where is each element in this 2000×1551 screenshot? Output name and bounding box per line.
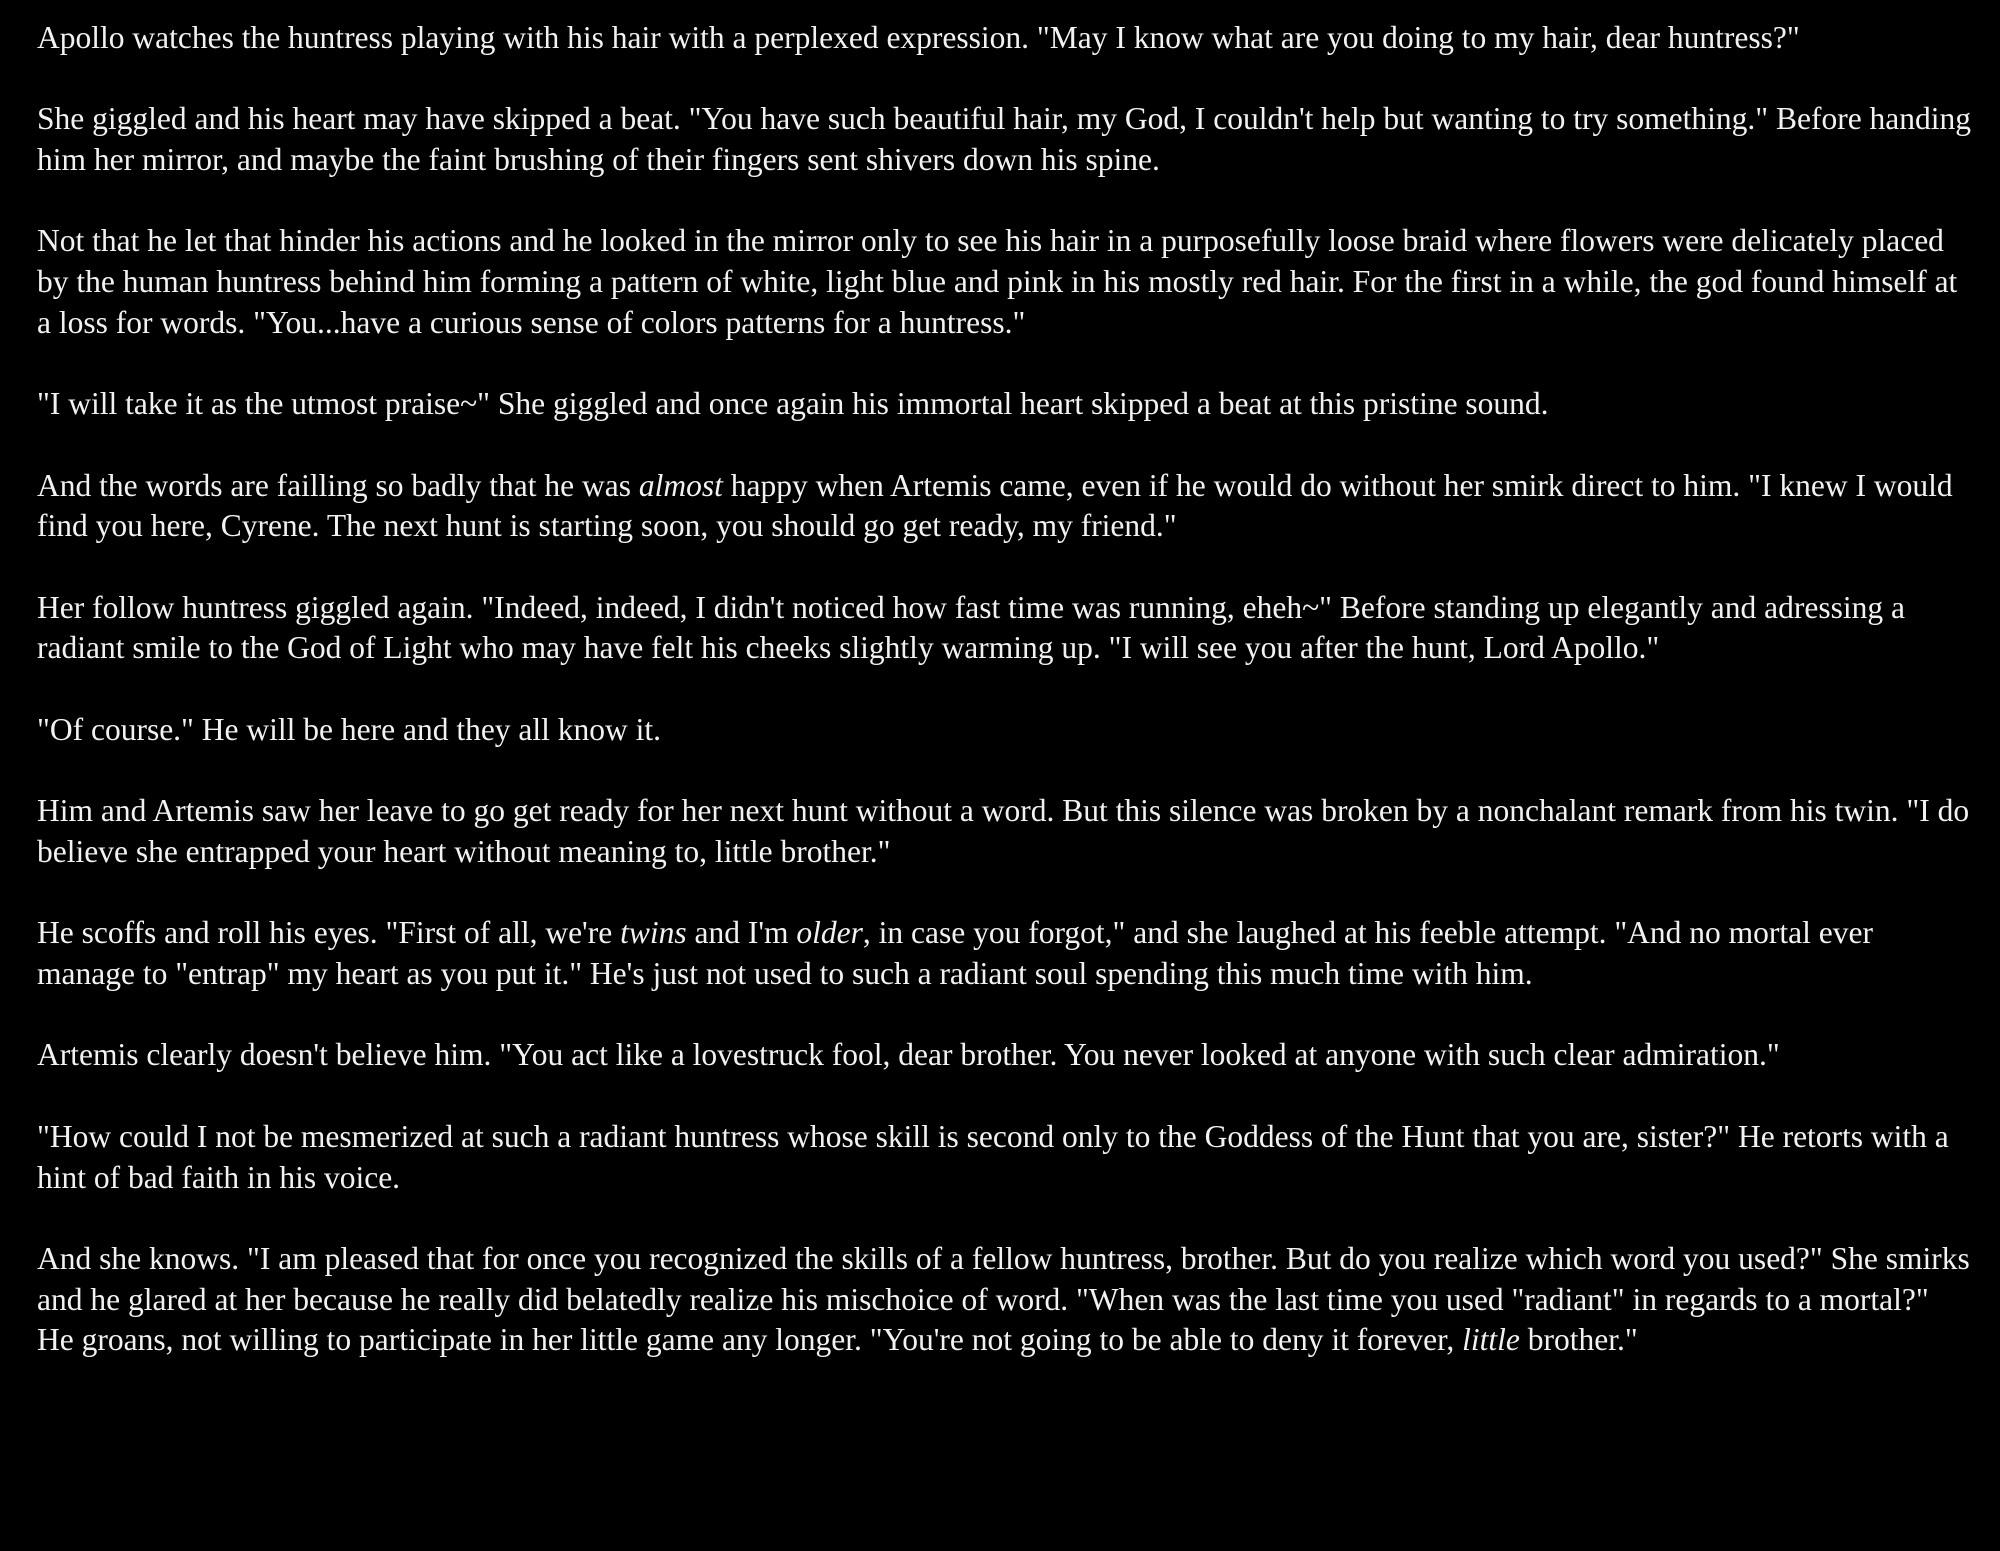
paragraph-text: She giggled and his heart may have skipped a beat. "You have such beautiful hair, my God, I couldn't help but wanting to try something." Before handing him her mirror, and maybe the faint brushing of their fingers sent shivers down his spine. (37, 101, 1972, 178)
paragraph-text: happy when Artemis came, even if he would do without her smirk direct to him. "I knew I would find you here, Cyrene. The next hunt is starting soon, you should go get ready, my friend." (37, 467, 1953, 544)
story-paragraph (37, 1035, 1972, 1076)
paragraph-text: "How could I not be mesmerized at such a radiant huntress whose skill is second only to the Goddess of the Hunt that you are, sister?" He retorts with a hint of bad faith in his voice. (37, 1118, 1949, 1195)
paragraph-text: "I will take it as the utmost praise~" She giggled and once again his immortal heart skipped a beat at this pristine sound. (37, 386, 1549, 422)
story-paragraph (37, 710, 1972, 751)
paragraph-text: And the words are failling so badly that he was (37, 467, 639, 503)
story-text (37, 18, 1972, 1361)
paragraph-text: Her follow huntress giggled again. "Indeed, indeed, I didn't noticed how fast time was running, eheh~" Before standing up elegantly and adressing a radiant smile to the God of Light who may have felt his cheeks slightly warming up. "I will see you after the hunt, Lord Apollo." (37, 589, 1905, 666)
paragraph-text: Not that he let that hinder his actions and he looked in the mirror only to see his hair in a purposefully loose braid where flowers were delicately placed by the human huntress behind him forming a pattern of white, light blue and pink in his mostly red hair. For the first in a while, the god found himself at a loss for words. "You...have a curious sense of colors patterns for a huntress." (37, 223, 1958, 340)
story-paragraph (37, 913, 1972, 994)
paragraph-text: and I'm (686, 915, 797, 951)
italic-text: almost (638, 467, 723, 503)
story-paragraph (37, 1239, 1972, 1361)
paragraph-text: , in case you forgot," and she laughed at his feeble attempt. "And no mortal ever manage to "entrap" my heart as you put it." He's just not used to such a radiant soul spending this much time with him. (37, 915, 1873, 992)
italic-text: older (796, 915, 863, 951)
story-paragraph (37, 588, 1972, 669)
story-paragraph (37, 791, 1972, 872)
story-paragraph (37, 466, 1972, 547)
italic-text: little (1462, 1322, 1520, 1358)
paragraph-text: He scoffs and roll his eyes. "First of all, we're (37, 915, 621, 951)
story-paragraph (37, 99, 1972, 180)
paragraph-text: Him and Artemis saw her leave to go get ready for her next hunt without a word. But this silence was broken by a nonchalant remark from his twin. "I do believe she entrapped your heart without meaning to, little brother." (37, 793, 1970, 869)
story-paragraph (37, 384, 1972, 425)
paragraph-text: And she knows. "I am pleased that for once you recognized the skills of a fellow huntress, brother. But do you realize which word you used?" She smirks and he glared at her because he really did belatedly realize his mischoice of word. "When was the last time you used "radiant" in regards to a mortal?" He groans, not willing to participate in her little game any longer. "You're not going to be able to deny it forever, (37, 1240, 1970, 1358)
story-paragraph (37, 1117, 1972, 1198)
italic-text: twins (620, 915, 687, 951)
paragraph-text: brother." (1519, 1322, 1638, 1358)
paragraph-text: "Of course." He will be here and they all know it. (37, 711, 662, 747)
paragraph-text: Apollo watches the huntress playing with his hair with a perplexed expression. "May I know what are you doing to my hair, dear huntress?" (37, 20, 1800, 55)
story-paragraph (37, 221, 1972, 343)
story-paragraph (37, 18, 1972, 59)
paragraph-text: Artemis clearly doesn't believe him. "You act like a lovestruck fool, dear brother. You never looked at anyone with such clear admiration." (37, 1037, 1780, 1073)
